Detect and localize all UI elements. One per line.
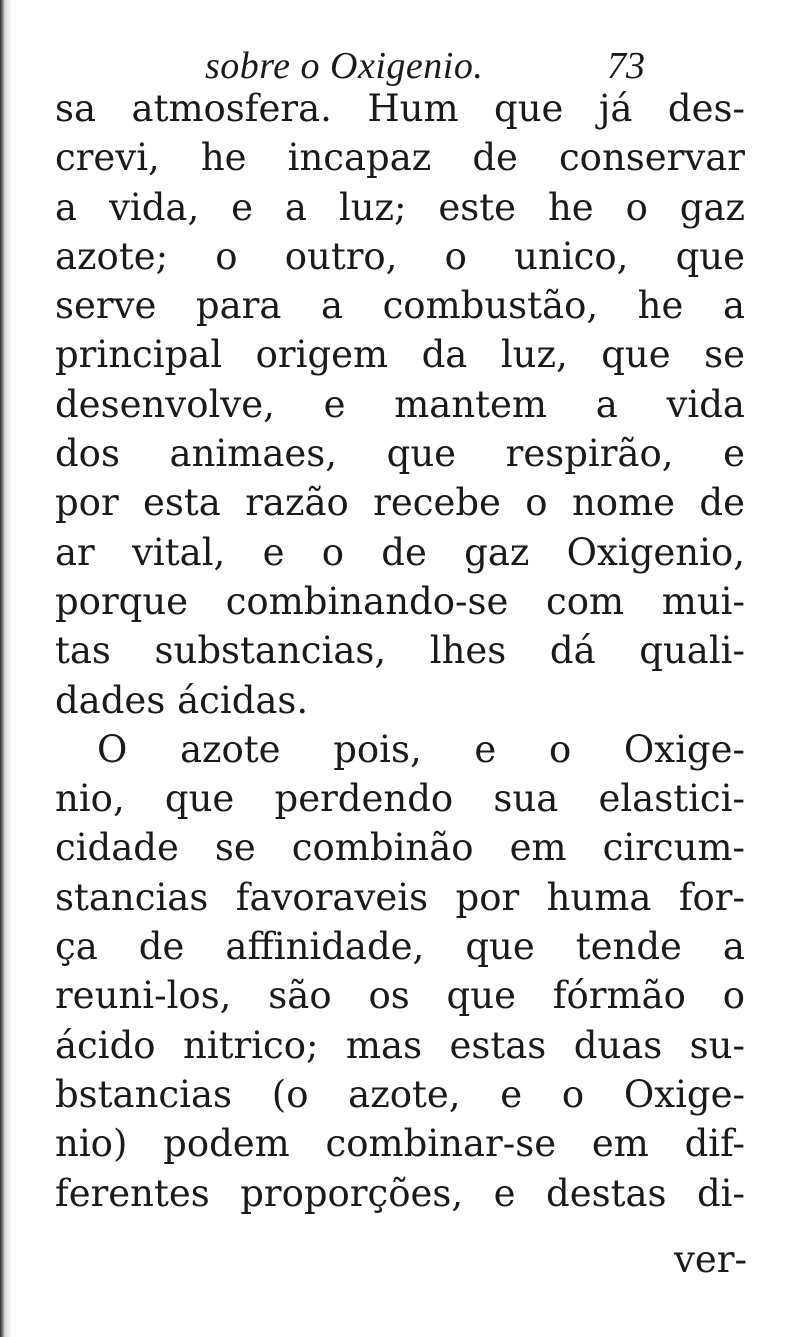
text-line: por esta razão recebe o nome de [55,481,745,525]
text-line: cidade se combinão em circum- [55,826,745,870]
paragraph-start-line: O azote pois, e o Oxige- [97,727,745,771]
text-line: desenvolve, e mantem a vida [55,382,745,426]
text-line: reuni-los, são os que fórmão o [55,974,745,1018]
text-line: ácido nitrico; mas estas duas su- [55,1023,745,1067]
text-line: ça de affinidade, que tende a [55,925,745,969]
body-text [55,84,745,1218]
text-line: ferentes proporções, e destas di- [55,1171,745,1215]
text-line: sa atmosfera. Hum que já des- [55,87,745,130]
text-line: stancias favoraveis por huma for- [55,875,745,919]
catchword: ver- [674,1238,747,1281]
text-line: dos animaes, que respirão, e [55,432,745,476]
page-number: 73 [607,45,645,87]
text-line: crevi, he incapaz de conservar [55,136,745,180]
text-line: principal origem da luz, que se [55,333,745,377]
running-title: sobre o Oxigenio. [205,45,484,87]
text-line: bstancias (o azote, e o Oxige- [55,1072,745,1116]
paragraph-end-line: dades ácidas. [55,678,309,722]
text-line: a vida, e a luz; este he o gaz [55,185,745,229]
text-line: nio) podem combinar-se em dif- [55,1122,745,1166]
text-line: tas substancias, lhes dá quali- [55,629,745,673]
text-line: nio, que perdendo sua elastici- [55,777,745,821]
text-line: ar vital, e o de gaz Oxigenio, [55,530,745,574]
text-line: azote; o outro, o unico, que [55,234,745,278]
text-line: porque combinando-se com mui- [55,579,745,623]
text-line: serve para a combustão, he a [55,284,745,328]
